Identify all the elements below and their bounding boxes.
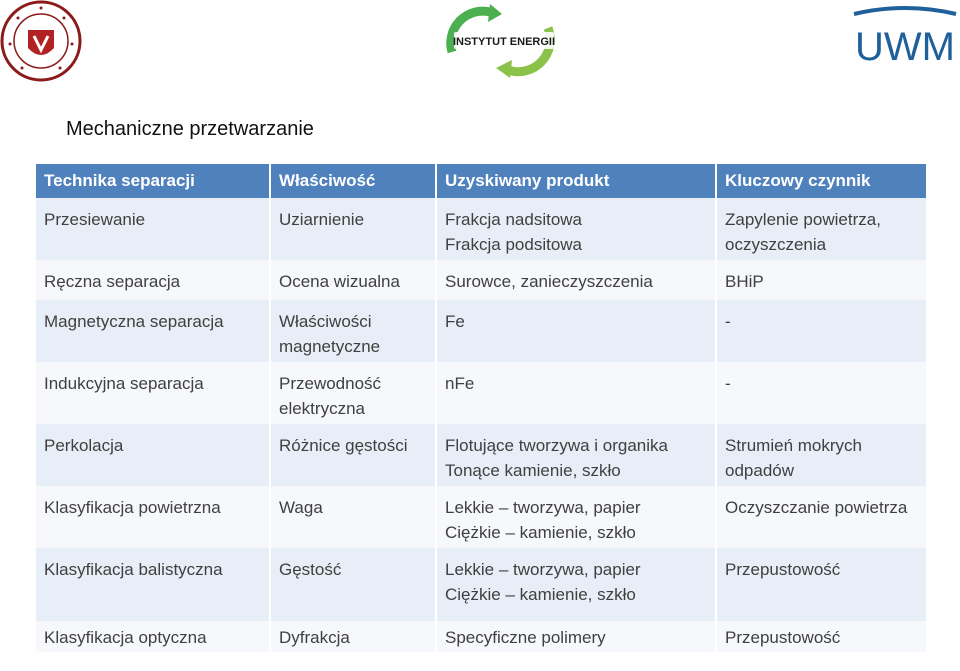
property-cell: Właściwości magnetyczne xyxy=(270,300,436,362)
product-cell xyxy=(436,198,716,260)
product-cell xyxy=(436,362,716,424)
table-header-row xyxy=(36,164,926,198)
technique-cell: Klasyfikacja powietrzna xyxy=(36,486,270,548)
product-line-1: Lekkie – tworzywa, papier xyxy=(445,498,641,517)
technique-cell: Magnetyczna separacja xyxy=(36,300,270,362)
property-cell: Ocena wizualna xyxy=(270,260,436,300)
key-factor-cell: BHiP xyxy=(716,260,926,300)
column-header-product: Uzyskiwany produkt xyxy=(436,164,716,198)
key-factor-cell: Zapylenie powietrza, oczyszczenia xyxy=(716,198,926,260)
table-row xyxy=(36,548,926,621)
svg-text:INSTYTUT ENERGII: INSTYTUT ENERGII xyxy=(452,36,556,48)
product-line-1: nFe xyxy=(445,374,475,393)
product-line-1: Flotujące tworzywa i organika xyxy=(445,436,668,455)
technique-cell: Indukcyjna separacja xyxy=(36,362,270,424)
key-factor-cell: Oczyszczanie powietrza xyxy=(716,486,926,548)
property-cell: Przewodność elektryczna xyxy=(270,362,436,424)
technique-cell: Klasyfikacja optyczna xyxy=(36,621,270,652)
property-cell: Dyfrakcja xyxy=(270,621,436,652)
table-row xyxy=(36,260,926,300)
product-line-1: Frakcja nadsitowa xyxy=(445,210,583,229)
product-line-1: Fe xyxy=(445,312,465,331)
product-cell xyxy=(436,424,716,486)
product-cell xyxy=(436,548,716,621)
table-row xyxy=(36,621,926,652)
product-line-1: Specyficzne polimery xyxy=(445,628,606,647)
product-line-2: Frakcja podsitowa xyxy=(445,235,583,254)
property-cell: Różnice gęstości xyxy=(270,424,436,486)
product-cell xyxy=(436,260,716,300)
table-row xyxy=(36,362,926,424)
key-factor-cell: - xyxy=(716,300,926,362)
product-line-1: Lekkie – tworzywa, papier xyxy=(445,560,641,579)
university-seal-icon xyxy=(0,0,82,82)
technique-cell: Klasyfikacja balistyczna xyxy=(36,548,270,621)
table-row xyxy=(36,486,926,548)
technique-cell: Ręczna separacja xyxy=(36,260,270,300)
product-cell xyxy=(436,300,716,362)
table-row xyxy=(36,424,926,486)
key-factor-cell: - xyxy=(716,362,926,424)
svg-text:UWM: UWM xyxy=(855,25,955,69)
technique-cell: Perkolacja xyxy=(36,424,270,486)
property-cell: Gęstość xyxy=(270,548,436,621)
separation-techniques-table xyxy=(36,164,926,652)
uwm-logo-icon xyxy=(852,4,958,76)
key-factor-cell: Strumień mokrych odpadów xyxy=(716,424,926,486)
technique-cell: Przesiewanie xyxy=(36,198,270,260)
property-cell: Uziarnienie xyxy=(270,198,436,260)
product-cell xyxy=(436,486,716,548)
key-factor-cell: Przepustowość xyxy=(716,548,926,621)
column-header-technique: Technika separacji xyxy=(36,164,270,198)
instytut-energii-logo-icon xyxy=(430,2,570,78)
product-line-1: Surowce, zanieczyszczenia xyxy=(445,272,653,291)
column-header-key-factor: Kluczowy czynnik xyxy=(716,164,926,198)
page-title: Mechaniczne przetwarzanie xyxy=(66,118,314,140)
key-factor-cell: Przepustowość xyxy=(716,621,926,652)
table-row xyxy=(36,300,926,362)
product-cell xyxy=(436,621,716,652)
table-row xyxy=(36,198,926,260)
product-line-2: Ciężkie – kamienie, szkło xyxy=(445,585,636,604)
product-line-2: Ciężkie – kamienie, szkło xyxy=(445,523,636,542)
product-line-2: Tonące kamienie, szkło xyxy=(445,461,621,480)
property-cell: Waga xyxy=(270,486,436,548)
column-header-property: Właściwość xyxy=(270,164,436,198)
